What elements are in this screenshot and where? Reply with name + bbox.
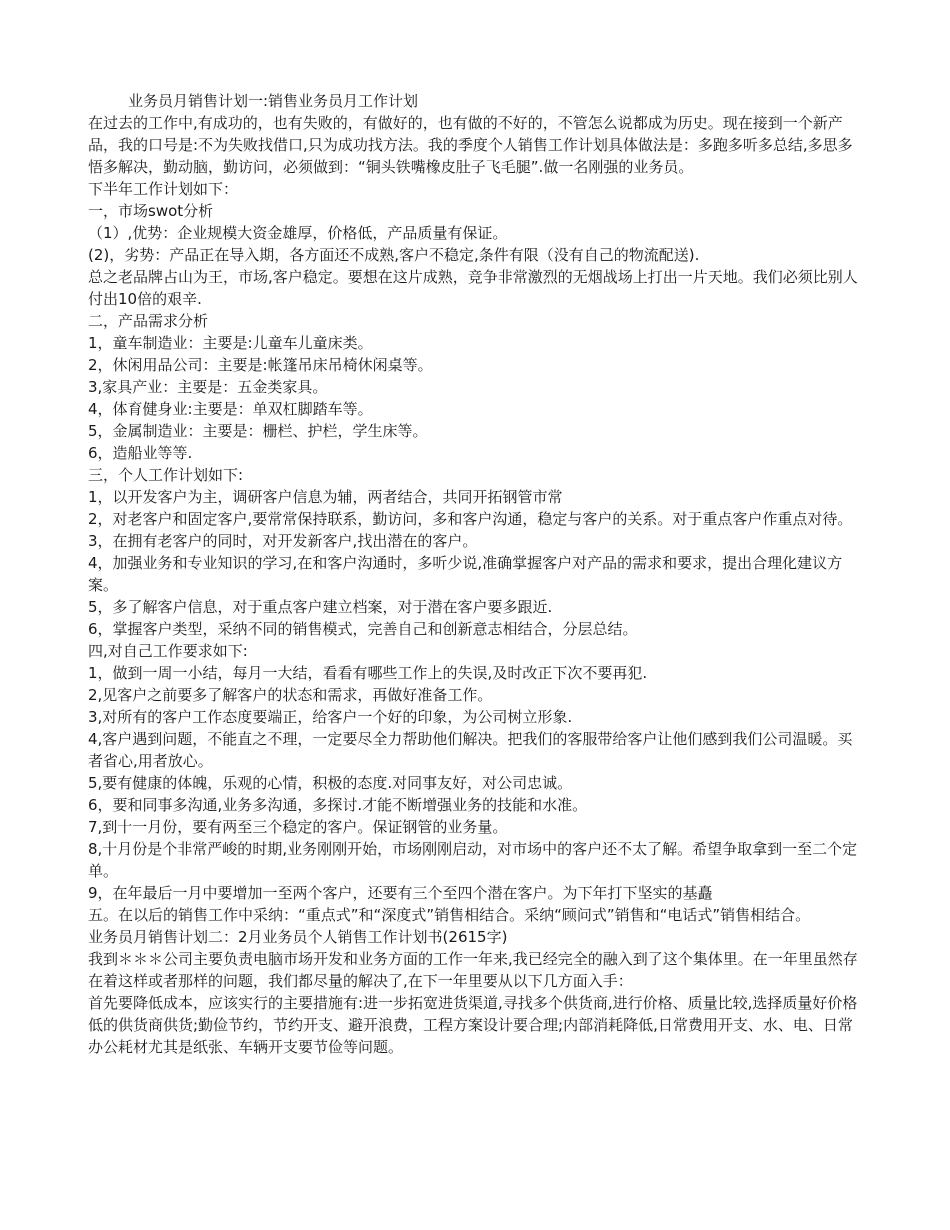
paragraph: 3，在拥有老客户的同时，对开发新客户,找出潜在的客户。	[88, 532, 478, 550]
paragraph: 3,家具产业：主要是：五金类家具。	[88, 378, 328, 396]
paragraph: 6，掌握客户类型，采纳不同的销售模式，完善自己和创新意志相结合，分层总结。	[88, 620, 638, 638]
paragraph: 我到＊＊＊公司主要负责电脑市场开发和业务方面的工作一年来,我已经完全的融入到了这个集体里。在一年里虽然存在着这样或者那样的问题，我们都尽量的解决了,在下一年里要从以下几方面入手：	[88, 950, 858, 990]
paragraph: 三，个人工作计划如下:	[88, 466, 244, 484]
paragraph: 业务员月销售计划二：2月业务员个人销售工作计划书(2615字)	[88, 928, 508, 946]
paragraph: （1）,优势：企业规模大资金雄厚，价格低，产品质量有保证。	[88, 224, 508, 242]
paragraph: 1，做到一周一小结，每月一大结，看看有哪些工作上的失误,及时改正下次不要再犯.	[88, 664, 648, 682]
paragraph: 5,要有健康的体魄，乐观的心情，积极的态度.对同事友好，对公司忠诚。	[88, 774, 573, 792]
paragraph: 五。在以后的销售工作中采纳：“重点式”和“深度式”销售相结合。采纳“顾问式”销售和“电话式”销售相结合。	[88, 906, 811, 924]
paragraph: 4,客户遇到问题，不能直之不理，一定要尽全力帮助他们解决。把我们的客服带给客户让他们感到我们公司温暖。买者省心,用者放心。	[88, 730, 853, 770]
paragraph: 下半年工作计划如下：	[88, 180, 239, 198]
paragraph: 5，金属制造业：主要是：栅栏、护栏，学生床等。	[88, 422, 428, 440]
paragraph: 4，加强业务和专业知识的学习,在和客户沟通时，多听少说,准确掌握客户对产品的需求和要求，提出合理化建议方案。	[88, 554, 843, 594]
paragraph: 3,对所有的客户工作态度要端正，给客户一个好的印象，为公司树立形象.	[88, 708, 573, 726]
paragraph: 2，对老客户和固定客户,要常常保持联系，勤访问，多和客户沟通，稳定与客户的关系。对于重点客户作重点对待。	[88, 510, 853, 528]
document-body	[88, 112, 863, 1058]
document-title: 业务员月销售计划一:销售业务员月工作计划	[128, 92, 419, 110]
document-page	[88, 90, 863, 1058]
paragraph: 5，多了解客户信息，对于重点客户建立档案，对于潜在客户要多跟近.	[88, 598, 553, 616]
paragraph: 9，在年最后一月中要增加一至两个客户，还要有三个至四个潜在客户。为下年打下坚实的基矗	[88, 884, 713, 902]
paragraph: 4，体育健身业:主要是：单双杠脚踏车等。	[88, 400, 373, 418]
paragraph: 首先要降低成本，应该实行的主要措施有:进一步拓宽进货渠道,寻找多个供货商,进行价格、质量比较,选择质量好价格低的供货商供货;勤俭节约，节约开支、避开浪费，工程方案设计要合理;内部消耗降低,日常费用开支、水、电、日常办公耗材尤其是纸张、车辆开支要节俭等问题。	[88, 994, 858, 1056]
paragraph: 6，要和同事多沟通,业务多沟通，多探讨.才能不断增强业务的技能和水准。	[88, 796, 588, 814]
paragraph: 总之老品牌占山为王，市场,客户稳定。要想在这片成熟，竞争非常激烈的无烟战场上打出一片天地。我们必须比别人付出10倍的艰辛.	[88, 268, 858, 308]
paragraph: 二，产品需求分析	[88, 312, 209, 330]
paragraph: 四,对自己工作要求如下:	[88, 642, 248, 660]
paragraph: 8,十月份是个非常严峻的时期,业务刚刚开始，市场刚刚启动，对市场中的客户还不太了解。希望争取拿到一至二个定单。	[88, 840, 858, 880]
paragraph: 7,到十一月份，要有两至三个稳定的客户。保证钢管的业务量。	[88, 818, 508, 836]
paragraph: (2)，劣势：产品正在导入期，各方面还不成熟,客户不稳定,条件有限（没有自己的物流配送).	[88, 246, 700, 264]
paragraph: 1，童车制造业：主要是:儿童车儿童床类。	[88, 334, 373, 352]
paragraph: 6，造船业等等.	[88, 444, 193, 462]
paragraph: 一，市场swot分析	[88, 202, 214, 220]
paragraph: 2,见客户之前要多了解客户的状态和需求，再做好准备工作。	[88, 686, 493, 704]
paragraph: 在过去的工作中,有成功的，也有失败的，有做好的，也有做的不好的，不管怎么说都成为历史。现在接到一个新产品，我的口号是:不为失败找借口,只为成功找方法。我的季度个人销售工作计划具体做法是：多跑多听多总结,多思多悟多解决，勤动脑，勤访问，必须做到：“铜头铁嘴橡皮肚子飞毛腿”.做一名刚强的业务员。	[88, 114, 853, 176]
paragraph: 1，以开发客户为主，调研客户信息为辅，两者结合，共同开拓钢管市常	[88, 488, 563, 506]
paragraph: 2，休闲用品公司：主要是:帐篷吊床吊椅休闲桌等。	[88, 356, 433, 374]
